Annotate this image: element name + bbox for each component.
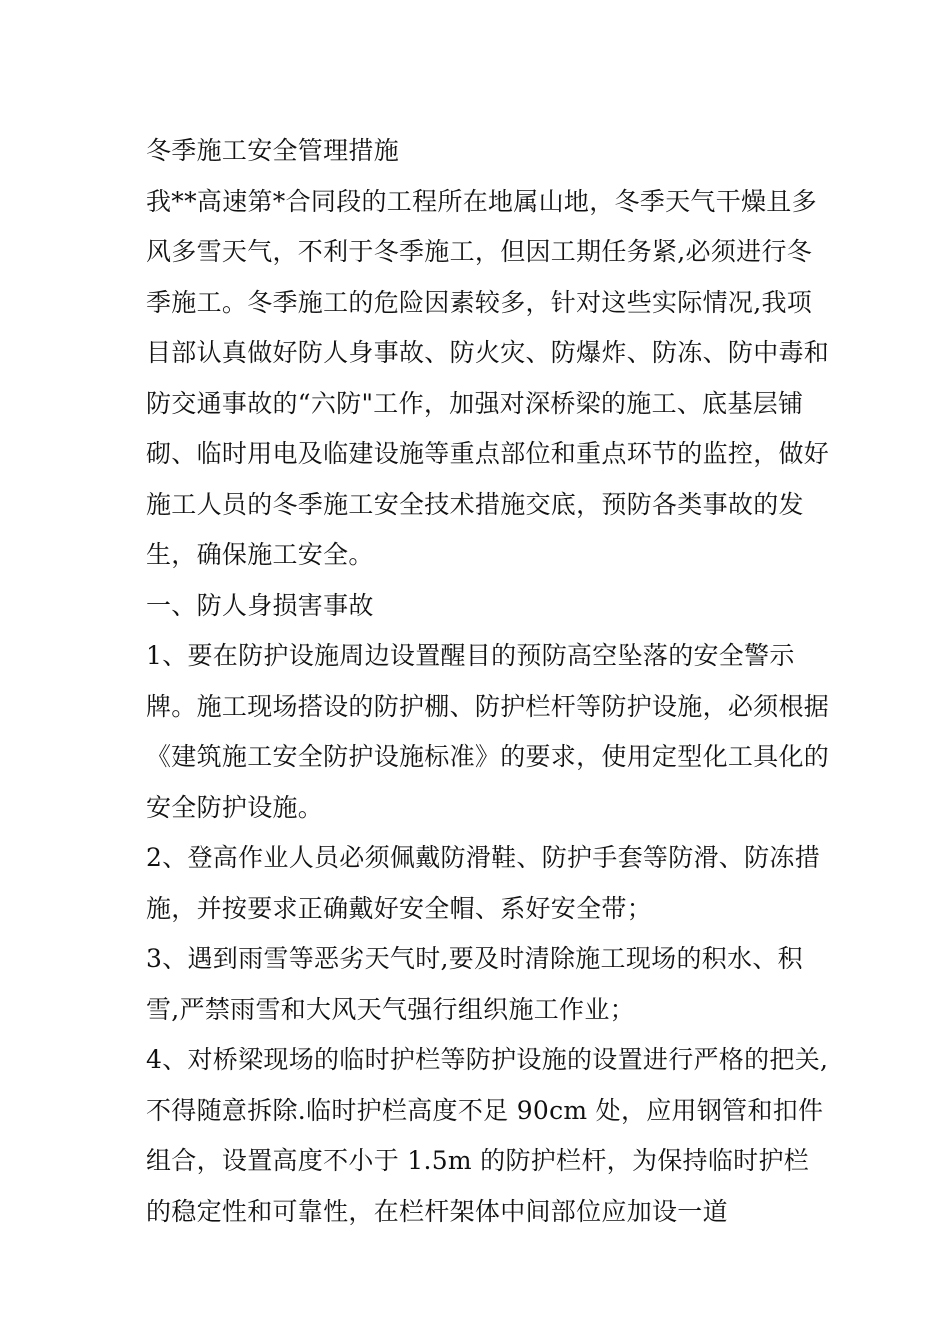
list-item-1: 1、要在防护设施周边设置醒目的预防高空坠落的安全警示牌。施工现场搭设的防护棚、防护栏杆等防护设施，必须根据《建筑施工安全防护设施标准》的要求，使用定型化工具化的安全防护设施。 — [146, 641, 830, 822]
list-item-4: 4、对桥梁现场的临时护栏等防护设施的设置进行严格的把关,不得随意拆除.临时护栏高度不足 90cm 处，应用钢管和扣件组合，设置高度不小于 1.5m 的防护栏杆，为保持临时护栏的稳定性和可靠性，在栏杆架体中间部位应加设一道 — [146, 1045, 829, 1226]
section-heading: 一、防人身损害事故 — [146, 590, 374, 620]
list-item-3: 3、遇到雨雪等恶劣天气时,要及时清除施工现场的积水、积雪,严禁雨雪和大风天气强行组织施工作业； — [146, 944, 803, 1024]
document-title: 冬季施工安全管理措施 — [146, 136, 400, 165]
document-body — [146, 126, 831, 1237]
intro-paragraph: 我**高速第*合同段的工程所在地属山地，冬季天气干燥且多风多雪天气，不利于冬季施工，但因工期任务紧,必须进行冬季施工。冬季施工的危险因素较多，针对这些实际情况,我项目部认真做好防人身事故、防火灾、防爆炸、防冻、防中毒和防交通事故的“六防"工作，加强对深桥梁的施工、底基层铺砌、临时用电及临建设施等重点部位和重点环节的监控，做好施工人员的冬季施工安全技术措施交底，预防各类事故的发生，确保施工安全。 — [146, 186, 830, 569]
list-item-2: 2、登高作业人员必须佩戴防滑鞋、防护手套等防滑、防冻措施，并按要求正确戴好安全帽、系好安全带； — [146, 843, 821, 923]
